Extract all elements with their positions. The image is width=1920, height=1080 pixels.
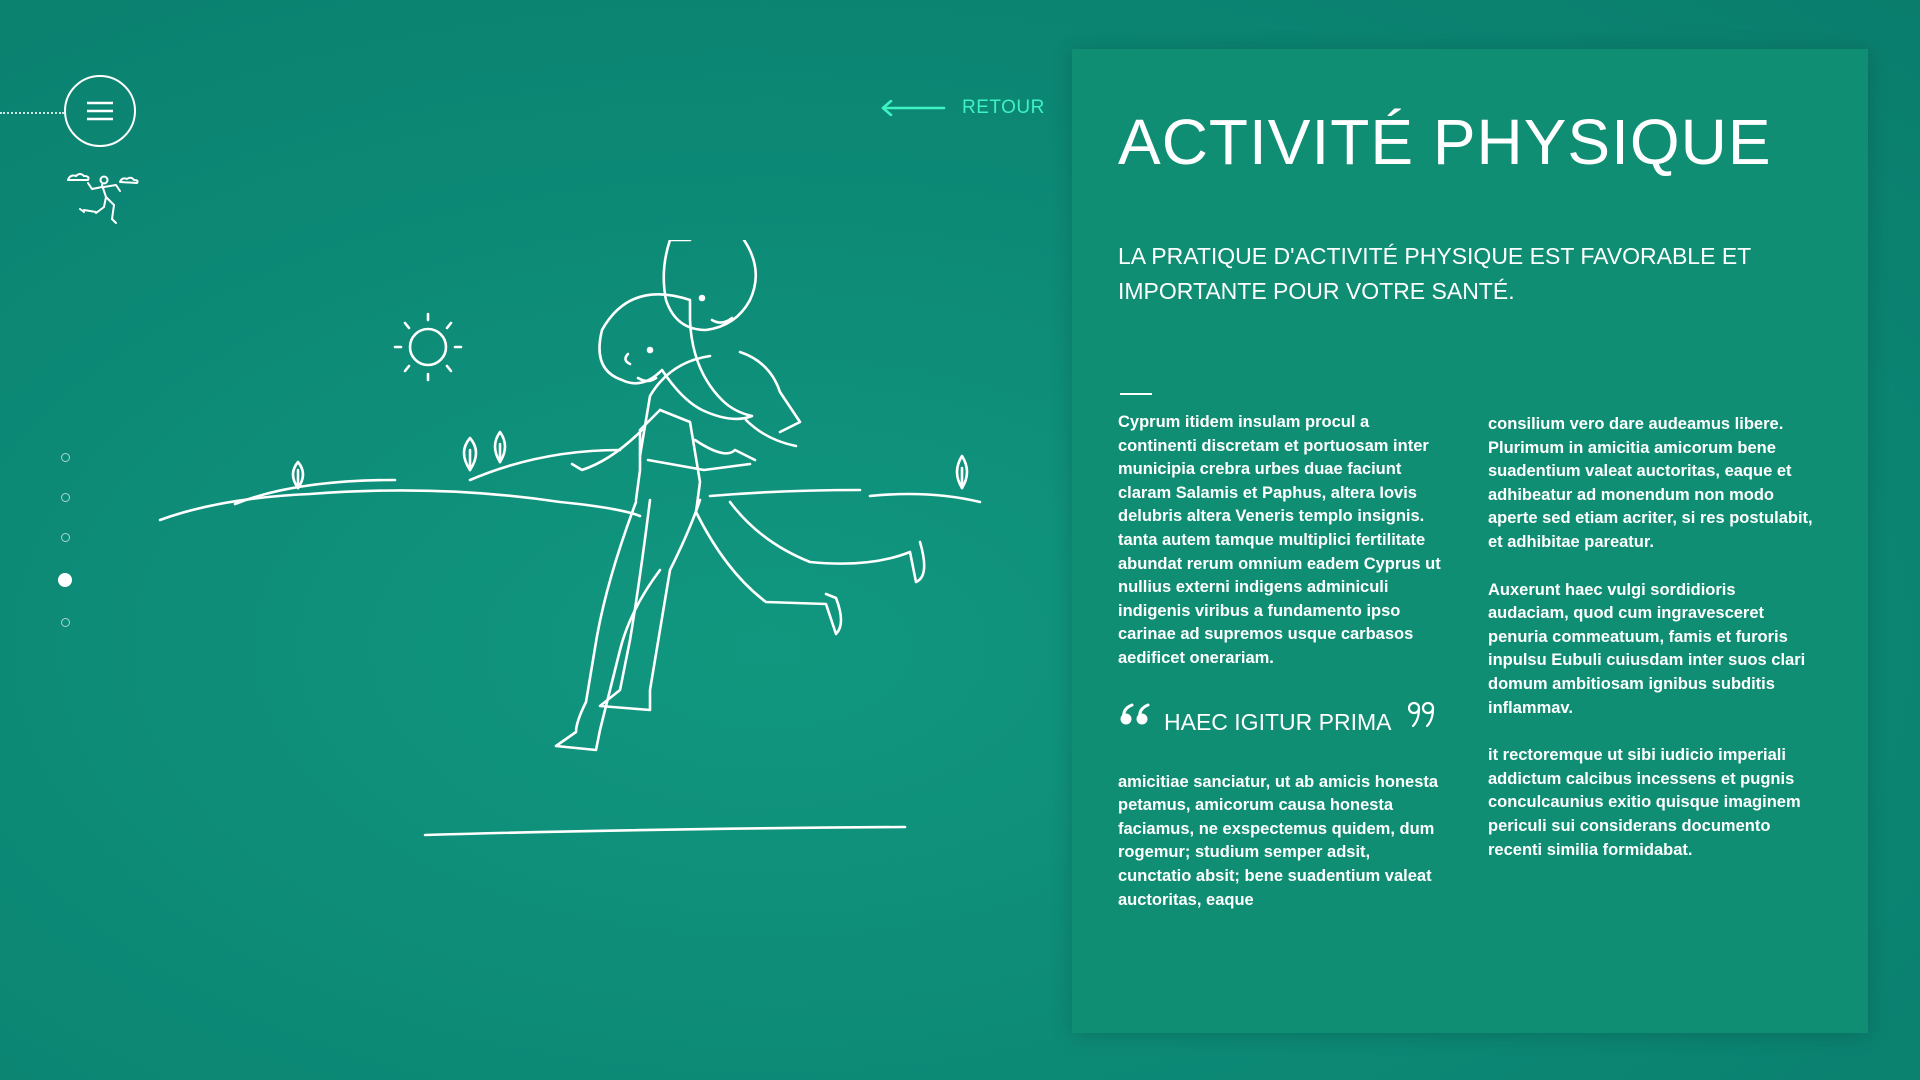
woman-runner — [556, 294, 841, 750]
pagination-dot-2[interactable] — [61, 493, 70, 502]
runners-illustration — [150, 240, 1050, 840]
menu-connector-line — [0, 112, 64, 114]
hamburger-icon — [87, 101, 113, 121]
sun-illustration — [395, 314, 461, 380]
pull-quote — [1118, 701, 1448, 741]
paragraph: Cyprum itidem insulam procul a continenti discretam et portuosam inter municipia crebra urbes duae faciunt claram Salamis et Paphus, altera Iovis delubris altera Veneris templo insignis. tanta autem tamque multiplici fertilitate abundat rerum omnium eadem Cyprus ut nullius externi indigens adminiculi indigenis viribus a fundamento ipso carinae ad supremos usque carbasos aedificet onerariam. — [1118, 413, 1441, 667]
pagination-dot-1[interactable] — [61, 453, 70, 462]
text-column-right — [1488, 413, 1818, 886]
quote-close-icon — [1405, 701, 1437, 729]
pagination-dot-4-active[interactable] — [58, 573, 72, 587]
arrow-left-icon — [880, 100, 946, 116]
runner-icon — [64, 166, 144, 242]
pull-quote-text: HAEC IGITUR PRIMA — [1164, 708, 1392, 735]
paragraph: it rectoremque ut sibi iudicio imperiali addictum calcibus incessens et pugnis conculcaunius exitio quisque imaginem periculi sui considerans documento recenti similia formidabat. — [1488, 746, 1801, 859]
section-pagination — [58, 453, 72, 658]
hills-illustration — [160, 450, 980, 520]
divider — [1120, 393, 1152, 395]
menu-button[interactable] — [64, 75, 136, 147]
page-subtitle: LA PRATIQUE D'ACTIVITÉ PHYSIQUE EST FAVORABLE ET IMPORTANTE POUR VOTRE SANTÉ. — [1118, 243, 1751, 304]
back-link[interactable] — [880, 97, 1045, 119]
content-panel — [1072, 49, 1868, 1033]
ground-line — [425, 827, 905, 835]
pagination-dot-5[interactable] — [61, 618, 70, 627]
man-runner — [600, 240, 924, 710]
paragraph: consilium vero dare audeamus libere. Plurimum in amicitia amicorum bene suadentium valeat auctoritas, eaque et adhibeatur ad monendum non modo aperte sed etiam acriter, si res postulabit, et adhibitae pareatur. — [1488, 415, 1813, 551]
text-column-left — [1118, 411, 1448, 936]
quote-open-icon — [1118, 701, 1150, 729]
pagination-dot-3[interactable] — [61, 533, 70, 542]
paragraph: amicitiae sanciatur, ut ab amicis honesta petamus, amicorum causa honesta faciamus, ne exspectemus quidem, dum rogemur; studium semper adsit, cunctatio absit; bene suadentium valeat auctoritas, eaque — [1118, 772, 1439, 909]
paragraph: Auxerunt haec vulgi sordidioris audaciam, quod cum ingravesceret penuria commeatuum, famis et furoris inpulsu Eubuli cuiusdam inter suos clari domum ambitiosam ignibus subditis inflammav. — [1488, 580, 1806, 717]
page-title: ACTIVITÉ PHYSIQUE — [1118, 106, 1772, 178]
back-label: RETOUR — [962, 97, 1045, 118]
